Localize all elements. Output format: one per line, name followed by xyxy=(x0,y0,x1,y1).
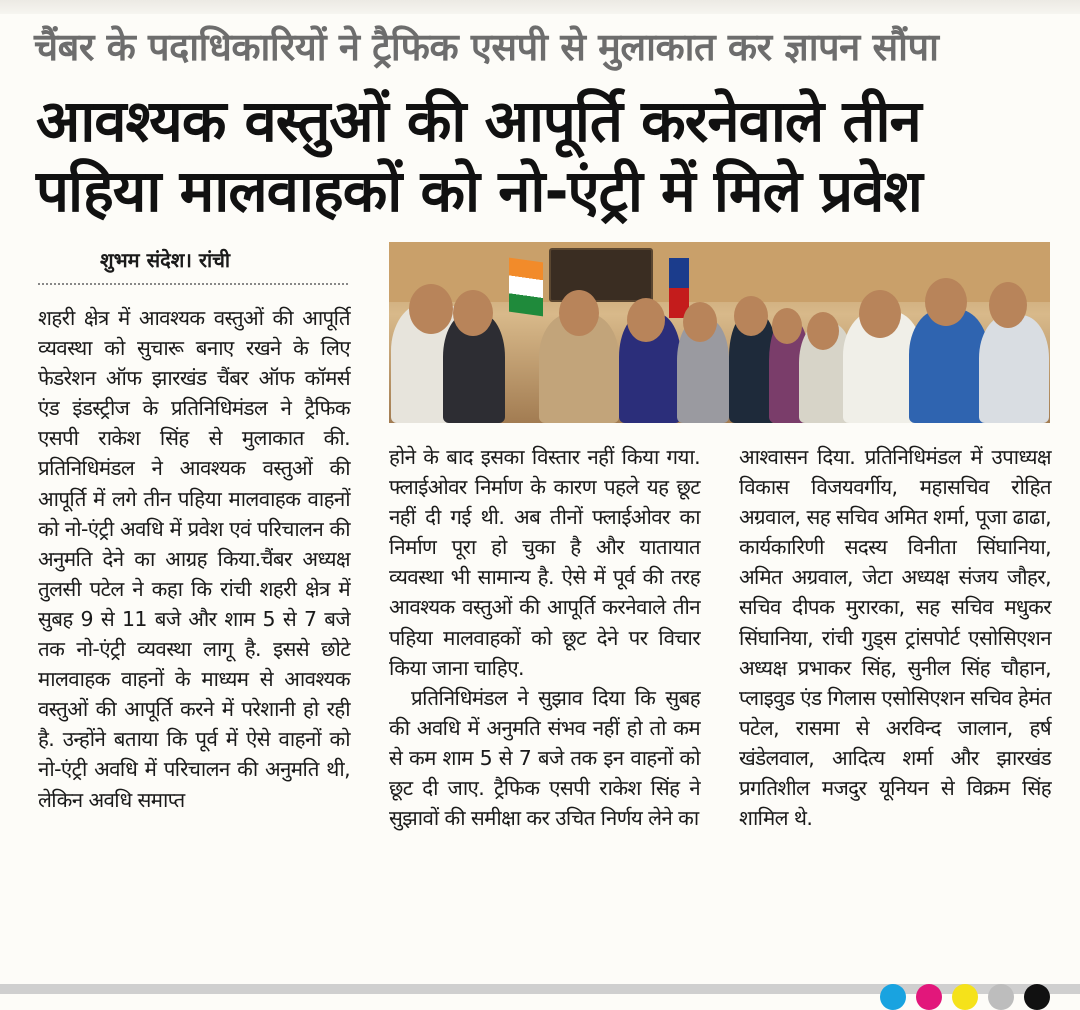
photo-person-head xyxy=(807,312,839,350)
photo-person xyxy=(909,309,989,423)
article-column-1 xyxy=(38,303,350,815)
news-photo xyxy=(389,242,1050,423)
paragraph: आश्वासन दिया. प्रतिनिधिमंडल में उपाध्यक्ष विकास विजयवर्गीय, महासचिव रोहित अग्रवाल, सह सचिव अमित शर्मा, पूजा ढाढा, कार्यकारिणी सदस्य विनीता सिंघानिया, अमित अग्रवाल, जेटा अध्यक्ष संजय जौहर, सचिव दीपक मुरारका, सह सचिव मधुकर सिंघानिया, रांची गुड्स ट्रांसपोर्ट एसोसिएशन अध्यक्ष प्रभाकर सिंह, सुनील सिंह चौहान, प्लाइवुड एंड गिलास एसोसिएशन सचिव हेमंत पटेल, रासमा से अरविन्द जालान, हर्ष खंडेलवाल, आदित्य शर्मा और झारखंड प्रगतिशील मजदुर यूनियन से विक्रम सिंह शामिल थे. xyxy=(739,445,1051,831)
article-column-2 xyxy=(389,442,700,833)
article-headline xyxy=(36,86,1056,226)
byline: शुभम संदेश। रांची xyxy=(100,248,231,272)
headline-line-2: पहिया मालवाहकों को नो-एंट्री में मिले प्रवेश xyxy=(36,157,922,225)
photo-nameboard xyxy=(549,248,653,302)
article-column-3 xyxy=(739,442,1051,833)
paragraph: शहरी क्षेत्र में आवश्यक वस्तुओं की आपूर्ति व्यवस्था को सुचारू बनाए रखने के लिए फेडरेशन ऑफ झारखंड चैंबर ऑफ कॉमर्स एंड इंडस्ट्रीज के प्रतिनिधिमंडल ने ट्रैफिक एसपी राकेश सिंह से मुलाकात की. प्रतिनिधिमंडल ने आवश्यक वस्तुओं की आपूर्ति में लगे तीन पहिया मालवाहक वाहनों को नो-एंट्री अवधि में प्रवेश एवं परिचालन की अनुमति देने का आग्रह किया.चैंबर अध्यक्ष तुलसी पटेल ने कहा कि रांची शहरी क्षेत्र में सुबह 9 से 11 बजे और शाम 5 से 7 बजे तक नो-एंट्री व्यवस्था लागू है. इससे छोटे मालवाहक वाहनों के माध्यम से आवश्यक वस्तुओं की आपूर्ति करने में परेशानी हो रही है. उन्होंने बताया कि पूर्व में ऐसे वाहनों को नो-एंट्री अवधि में परिचालन की अनुमति थी, लेकिन अवधि समाप्त xyxy=(38,306,350,812)
paragraph: होने के बाद इसका विस्तार नहीं किया गया. फ्लाईओवर निर्माण के कारण पहले यह छूट नहीं दी गई थी. अब तीनों फ्लाईओवर का निर्माण पूरा हो चुका है और यातायात व्यवस्था भी सामान्य है. ऐसे में पूर्व की तरह आवश्यक वस्तुओं की आपूर्ति करनेवाले तीन पहिया मालवाहकों को छूट देने पर विचार किया जाना चाहिए. xyxy=(389,445,700,680)
registration-mark-grey xyxy=(988,984,1014,1010)
photo-person-head xyxy=(559,290,599,336)
photo-person-head xyxy=(925,278,967,326)
byline-divider xyxy=(38,283,348,285)
photo-person-head xyxy=(772,308,802,344)
photo-flag-india xyxy=(509,258,543,317)
paragraph: प्रतिनिधिमंडल ने सुझाव दिया कि सुबह की अवधि में अनुमति संभव नहीं हो तो कम से कम शाम 5 से 7 बजे तक इन वाहनों को छूट दी जाए. ट्रैफिक एसपी राकेश सिंह ने सुझावों की समीक्षा कर उचित निर्णय लेने का xyxy=(389,685,700,831)
headline-line-1: आवश्यक वस्तुओं की आपूर्ति करनेवाले तीन xyxy=(36,87,921,155)
photo-person-head xyxy=(409,284,453,334)
registration-mark-cyan xyxy=(880,984,906,1010)
photo-person-head xyxy=(683,302,717,342)
photo-person-head xyxy=(627,298,665,342)
top-rule xyxy=(0,0,1080,14)
registration-mark-magenta xyxy=(916,984,942,1010)
photo-person-head xyxy=(453,290,493,336)
photo-person-head xyxy=(989,282,1027,328)
photo-person-head xyxy=(734,296,768,336)
photo-person-head xyxy=(859,290,901,338)
photo-person xyxy=(979,315,1049,423)
article-kicker: चैंबर के पदाधिकारियों ने ट्रैफिक एसपी से मुलाकात कर ज्ञापन सौंपा xyxy=(34,25,939,69)
registration-mark-black xyxy=(1024,984,1050,1010)
registration-mark-yellow xyxy=(952,984,978,1010)
